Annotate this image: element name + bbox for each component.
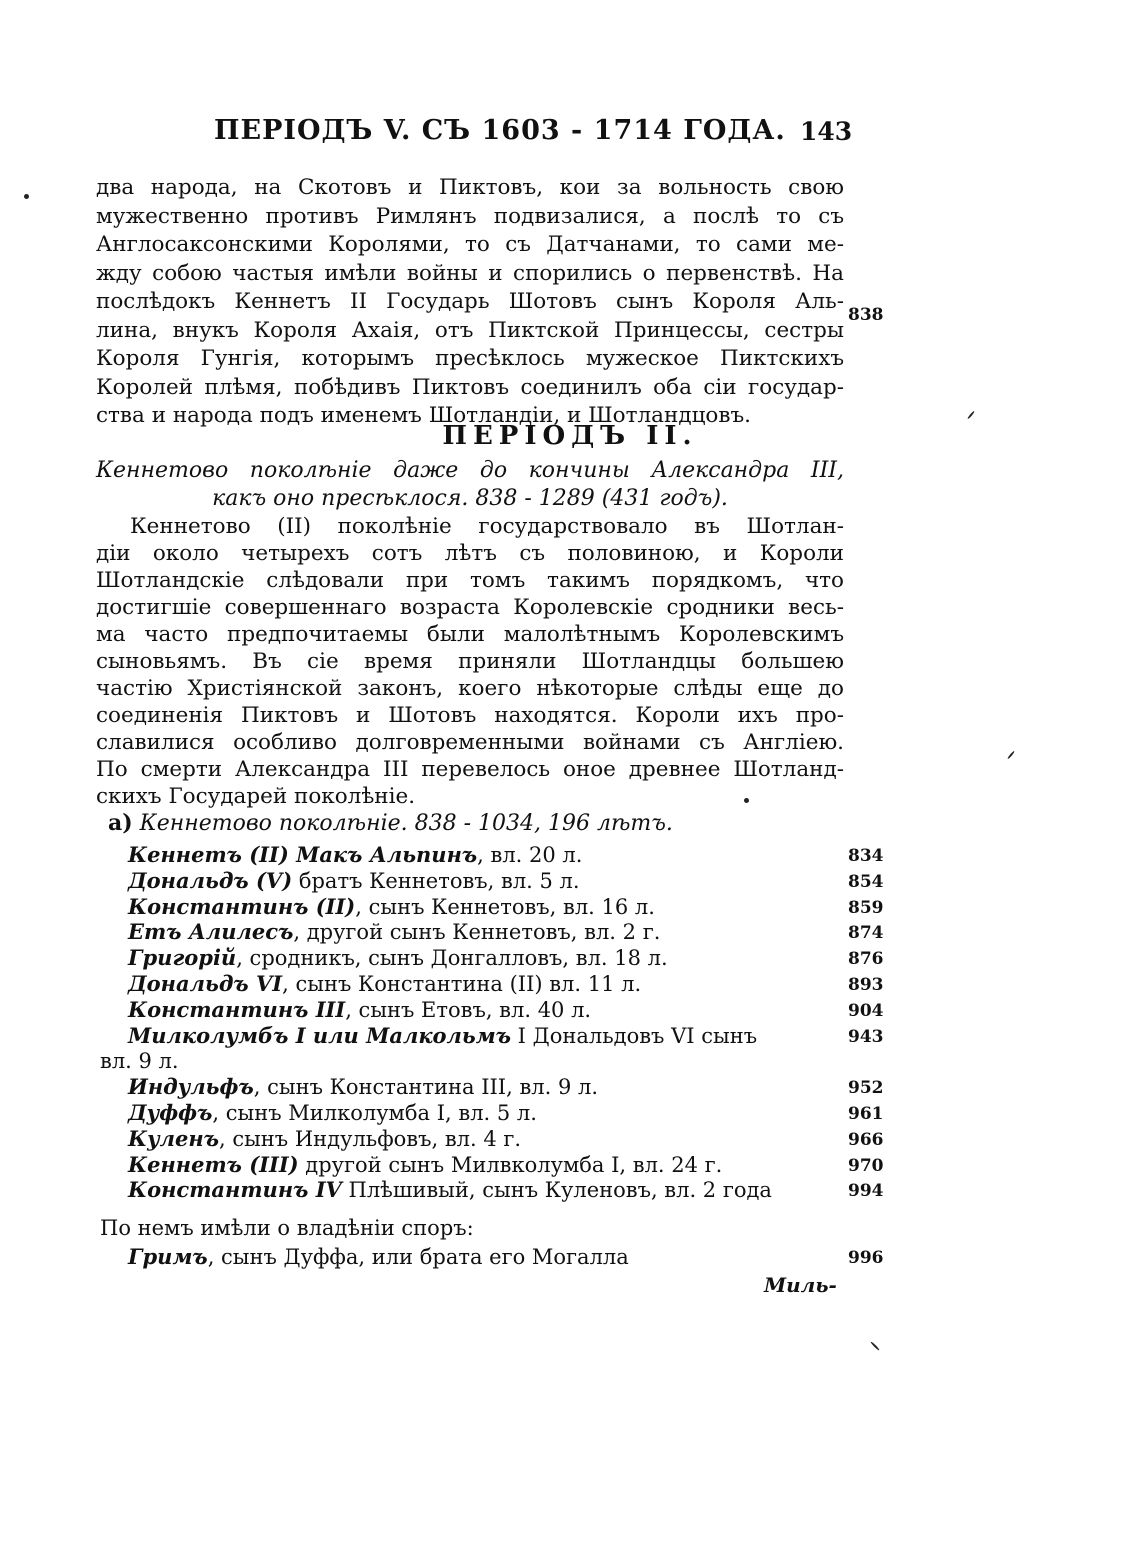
ruler-name: Константинъ III xyxy=(128,996,346,1022)
ruler-name: Дуффъ xyxy=(128,1100,213,1125)
ruler-details: вл. 9 л. xyxy=(100,1049,179,1074)
ruler-details: I Дональдовъ VI сынъ xyxy=(511,1023,758,1048)
text-line: Англосаксонскими Королями, то съ Датчанами, то сами ме- xyxy=(96,232,844,257)
ruler-year: 859 xyxy=(848,897,884,918)
text-line: послѣдокъ Кеннетъ II Государь Шотовъ сынъ Короля Аль- xyxy=(96,289,844,314)
ruler-details: , сынъ Константина (II) вл. 11 л. xyxy=(282,972,642,996)
ruler-entry xyxy=(128,1177,844,1203)
ruler-entry xyxy=(128,1152,844,1178)
ruler-year: 893 xyxy=(848,975,884,995)
text-line: ства и народа подъ именемъ Шотландіи, и Шотландцовъ. xyxy=(96,403,751,428)
text-line: діи около четырехъ сотъ лѣтъ съ половиною, и Короли xyxy=(96,541,844,566)
ruler-year: 996 xyxy=(848,1248,884,1268)
ruler-year: 904 xyxy=(848,1000,884,1021)
ruler-details: , сынъ Милколумба I, вл. 5 л. xyxy=(212,1101,537,1125)
ruler-entry xyxy=(128,1074,844,1100)
text-line: мужественно противъ Римлянъ подвизалися, а послѣ то съ xyxy=(96,203,844,229)
ruler-details: Плѣшивый, сынъ Куленовъ, вл. 2 года xyxy=(341,1178,772,1203)
text-line: достигшіе совершеннаго возраста Королевскіе сродники весь- xyxy=(96,595,844,620)
ruler-year: 854 xyxy=(848,871,884,892)
text-line: частію Христіянской законъ, коего нѣкоторые слѣды еще до xyxy=(96,676,844,701)
ruler-name: Индульфъ xyxy=(128,1074,254,1100)
ruler-entry xyxy=(128,894,844,920)
text-line: скихъ Государей поколѣніе. xyxy=(96,784,416,809)
text-line: Королей плѣмя, побѣдивъ Пиктовъ соединилъ оба сіи государ- xyxy=(96,374,844,400)
ruler-details: , сынъ Етовъ, вл. 40 л. xyxy=(345,997,592,1022)
ruler-name: Дональдъ (V) xyxy=(128,867,293,893)
ruler-details: , вл. 20 л. xyxy=(477,843,583,867)
ruler-year: 834 xyxy=(848,846,884,866)
section-subtitle: Кеннетово поколѣніе даже до кончины Александра III, xyxy=(96,458,844,483)
text-line: По смерти Александра III перевелось оное древнее Шотланд- xyxy=(96,757,844,782)
ruler-year: 970 xyxy=(848,1155,884,1176)
text-line: жду собою частыя имѣли войны и спорились о первенствѣ. На xyxy=(96,260,844,286)
text-line: Кеннетово (II) поколѣніе государствовало въ Шотлан- xyxy=(130,514,844,539)
text-line: сыновьямъ. Въ сіе время приняли Шотландцы большею xyxy=(96,649,844,674)
ruler-details: , сынъ Константина III, вл. 9 л. xyxy=(253,1075,599,1100)
ruler-entry xyxy=(128,919,844,945)
ruler-details: , сродникъ, сынъ Донгалловъ, вл. 18 л. xyxy=(236,946,668,971)
ruler-details: другой сынъ Милвколумба I, вл. 24 г. xyxy=(298,1152,723,1177)
ruler-entry xyxy=(128,1100,844,1126)
ruler-name: Константинъ (II) xyxy=(128,893,356,919)
ink-speck xyxy=(24,194,29,199)
text-line: соединенія Пиктовъ и Шотовъ находятся. Короли ихъ про- xyxy=(96,703,844,728)
ruler-name: Дональдъ VI xyxy=(128,971,283,996)
ruler-name: Милколумбъ I или Малкольмъ xyxy=(128,1022,511,1048)
ruler-name: Кеннетъ (II) Макъ Альпинъ xyxy=(128,842,478,867)
ruler-entry-last xyxy=(128,1244,844,1270)
ruler-year: 876 xyxy=(848,949,884,970)
catchword: Миль- xyxy=(764,1273,837,1297)
ink-speck xyxy=(967,411,975,420)
ruler-year: 966 xyxy=(848,1129,884,1150)
ruler-details: , сынъ Кеннетовъ, вл. 16 л. xyxy=(355,894,655,919)
text-line: лина, внукъ Короля Ахаія, отъ Пиктской Принцессы, сестры xyxy=(96,317,844,343)
text-line: славилися особливо долговременными войнами съ Англіею. xyxy=(96,730,844,755)
text-line: два народа, на Скотовъ и Пиктовъ, кои за вольность свою xyxy=(96,175,844,200)
page-number: 143 xyxy=(800,117,853,146)
ruler-name: Кеннетъ (III) xyxy=(128,1151,299,1177)
section-subtitle-cont: какъ оно пресѣклося. 838 - 1289 (431 годъ). xyxy=(212,486,728,511)
ruler-entry xyxy=(128,971,844,997)
ruler-year: 943 xyxy=(848,1026,884,1047)
ruler-details: , сынъ Дуффа, или брата его Могалла xyxy=(207,1245,629,1269)
dispute-line: По немъ имѣли о владѣніи споръ: xyxy=(100,1216,474,1240)
ink-speck xyxy=(744,798,749,803)
ruler-entry xyxy=(128,842,844,868)
ruler-entry xyxy=(128,868,844,894)
ruler-entry xyxy=(100,1048,816,1074)
ruler-details: , другой сынъ Кеннетовъ, вл. 2 г. xyxy=(293,920,661,945)
text-line: ма часто предпочитаемы были малолѣтнымъ Королевскимъ xyxy=(96,622,844,647)
text-line: Шотландскіе слѣдовали при томъ такимъ порядкомъ, что xyxy=(96,568,844,593)
ruler-name: Етъ Алилесъ xyxy=(128,919,294,945)
ruler-name: Гримъ xyxy=(128,1244,208,1269)
ruler-details: братъ Кеннетовъ, вл. 5 л. xyxy=(292,868,580,893)
ink-speck xyxy=(870,1341,880,1351)
ruler-year: 994 xyxy=(848,1181,884,1202)
ruler-entry xyxy=(128,945,844,971)
ruler-entry xyxy=(128,1126,844,1152)
ruler-entry xyxy=(128,997,844,1023)
ink-speck xyxy=(1007,751,1015,760)
text-line: Короля Гунгія, которымъ пресѣклось мужеское Пиктскихъ xyxy=(96,346,844,371)
ruler-year: 961 xyxy=(848,1104,884,1124)
running-header: ПЕРІОДЪ V. СЪ 1603 - 1714 ГОДА. xyxy=(214,115,786,146)
ruler-year: 874 xyxy=(848,923,884,944)
ruler-name: Константинъ IV xyxy=(128,1177,342,1203)
margin-year: 838 xyxy=(848,305,884,325)
ruler-details: , сынъ Индульфовъ, вл. 4 г. xyxy=(218,1126,522,1151)
dynasty-label: a) xyxy=(108,810,133,836)
ruler-entry xyxy=(128,1023,844,1049)
ruler-name: Григорій xyxy=(128,945,237,971)
dynasty-title: Кеннетово поколѣніе. 838 - 1034, 196 лѣтъ. xyxy=(139,811,673,836)
dynasty-heading xyxy=(108,810,673,836)
ruler-name: Куленъ xyxy=(128,1125,219,1151)
ruler-year: 952 xyxy=(848,1078,884,1099)
section-title: ПЕРІОДЪ II. xyxy=(442,421,698,451)
